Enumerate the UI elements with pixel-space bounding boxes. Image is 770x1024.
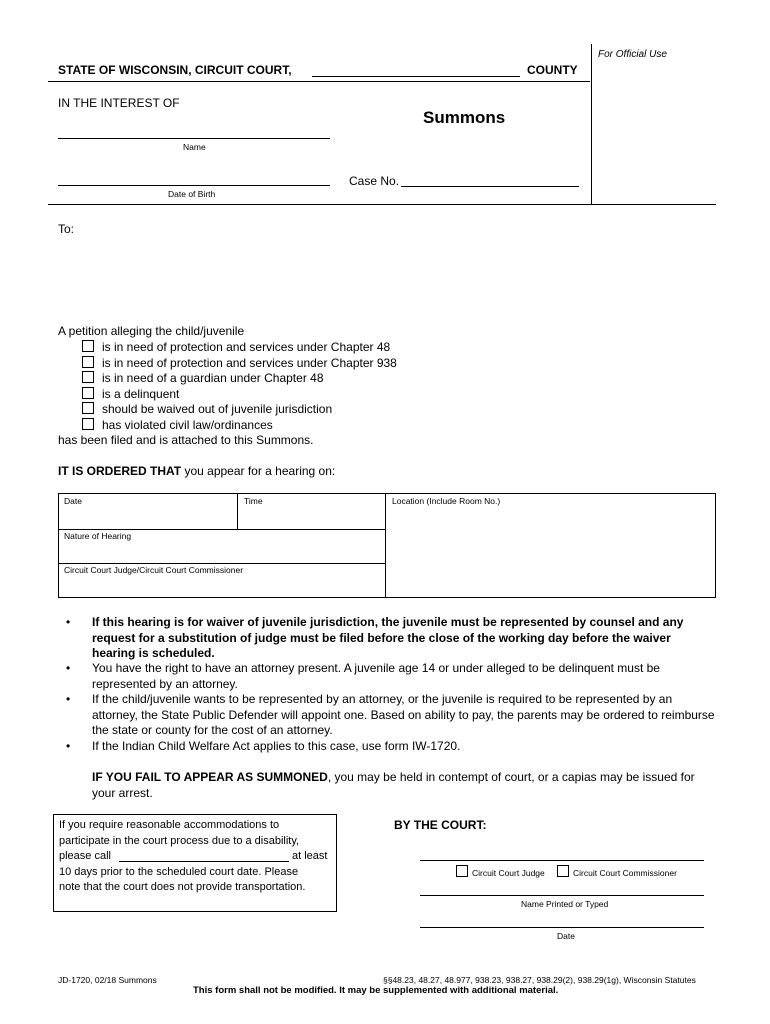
checkbox[interactable] (82, 371, 94, 383)
hearing-location-cell[interactable]: Location (Include Room No.) (392, 496, 501, 506)
name-field[interactable] (58, 138, 330, 139)
to-label: To: (58, 222, 75, 236)
petition-option[interactable]: is in need of protection and services under Chapter 48 (82, 340, 390, 355)
checkbox[interactable] (82, 387, 94, 399)
official-use-divider (591, 44, 592, 204)
hearing-time-cell[interactable]: Time (244, 496, 263, 506)
hearing-judge-cell[interactable]: Circuit Court Judge/Circuit Court Commissioner (64, 565, 244, 575)
table-divider (237, 493, 238, 529)
ordered-line: IT IS ORDERED THAT you appear for a hearing on: (58, 464, 336, 478)
checkbox[interactable] (557, 865, 569, 877)
dob-field[interactable] (58, 185, 330, 186)
county-label: COUNTY (527, 63, 578, 77)
dob-label: Date of Birth (168, 189, 216, 199)
fail-to-appear: IF YOU FAIL TO APPEAR AS SUMMONED, you may be held in contempt of court, or a capias may be issued for your arrest. (92, 770, 695, 800)
petition-option[interactable]: is in need of a guardian under Chapter 48 (82, 371, 324, 386)
official-use-label: For Official Use (598, 49, 667, 60)
page-title: Summons (423, 108, 506, 127)
form-id: JD-1720, 02/18 Summons (58, 975, 157, 985)
court-rule (48, 81, 590, 82)
judge-option[interactable]: Circuit Court Judge (456, 865, 545, 878)
case-no-field[interactable] (401, 186, 579, 187)
bullet-icon: • (66, 739, 71, 753)
bullet-icon: • (66, 692, 71, 706)
date-line[interactable] (420, 927, 704, 928)
bullet-icon: • (66, 615, 71, 629)
name-printed-line[interactable] (420, 895, 704, 896)
petition-outro: has been filed and is attached to this Summons. (58, 433, 314, 447)
bullet-icon: • (66, 661, 71, 675)
checkbox[interactable] (82, 418, 94, 430)
notice-bullet: • If the child/juvenile wants to be represented by an attorney, or the juvenile is required to be represented by an attorney, the State Public Defender will appoint one. Based on ability to pay, the parents may be ordered to reimburse the state or county for the cost of an attorney. (66, 692, 715, 737)
name-printed-label: Name Printed or Typed (521, 899, 609, 909)
footer-notice: This form shall not be modified. It may be supplemented with additional material. (193, 985, 559, 996)
statutes: §§48.23, 48.27, 48.977, 938.23, 938.27, 938.29(2), 938.29(1g), Wisconsin Statutes (383, 975, 696, 985)
checkbox[interactable] (456, 865, 468, 877)
table-divider (58, 563, 385, 564)
interest-of-label: IN THE INTEREST OF (58, 96, 180, 110)
header-bottom-rule (48, 204, 716, 205)
petition-option[interactable]: is in need of protection and services under Chapter 938 (82, 356, 397, 371)
commissioner-option[interactable]: Circuit Court Commissioner (557, 865, 677, 878)
phone-field[interactable] (119, 861, 289, 862)
notice-bullet: • If this hearing is for waiver of juvenile jurisdiction, the juvenile must be represented by counsel and any request for a substitution of judge must be filed before the close of the working day before the waiver hearing is scheduled. (66, 615, 684, 660)
hearing-table (58, 493, 716, 598)
signature-line[interactable] (420, 860, 704, 861)
table-divider (58, 529, 385, 530)
notice-bullet: • If the Indian Child Welfare Act applies to this case, use form IW-1720. (66, 739, 461, 753)
name-label: Name (183, 142, 206, 152)
checkbox[interactable] (82, 340, 94, 352)
accommodation-text: If you require reasonable accommodations to participate in the court process due to a disability, please call at least 10 days prior to the scheduled court date. Please note that the court does not provide transportation. (59, 819, 328, 893)
hearing-date-cell[interactable]: Date (64, 496, 82, 506)
checkbox[interactable] (82, 402, 94, 414)
checkbox[interactable] (82, 356, 94, 368)
by-the-court: BY THE COURT: (394, 818, 487, 832)
petition-option[interactable]: has violated civil law/ordinances (82, 418, 273, 433)
county-field[interactable] (312, 76, 520, 77)
court-prefix: STATE OF WISCONSIN, CIRCUIT COURT, (58, 63, 292, 77)
table-divider (385, 493, 386, 597)
petition-intro: A petition alleging the child/juvenile (58, 324, 245, 338)
petition-option[interactable]: should be waived out of juvenile jurisdiction (82, 402, 332, 417)
date-label: Date (557, 931, 575, 941)
case-no-label: Case No. (349, 174, 400, 188)
petition-option[interactable]: is a delinquent (82, 387, 179, 402)
notice-bullet: • You have the right to have an attorney present. A juvenile age 14 or under alleged to be delinquent must be represented by an attorney. (66, 661, 660, 691)
hearing-nature-cell[interactable]: Nature of Hearing (64, 531, 132, 541)
